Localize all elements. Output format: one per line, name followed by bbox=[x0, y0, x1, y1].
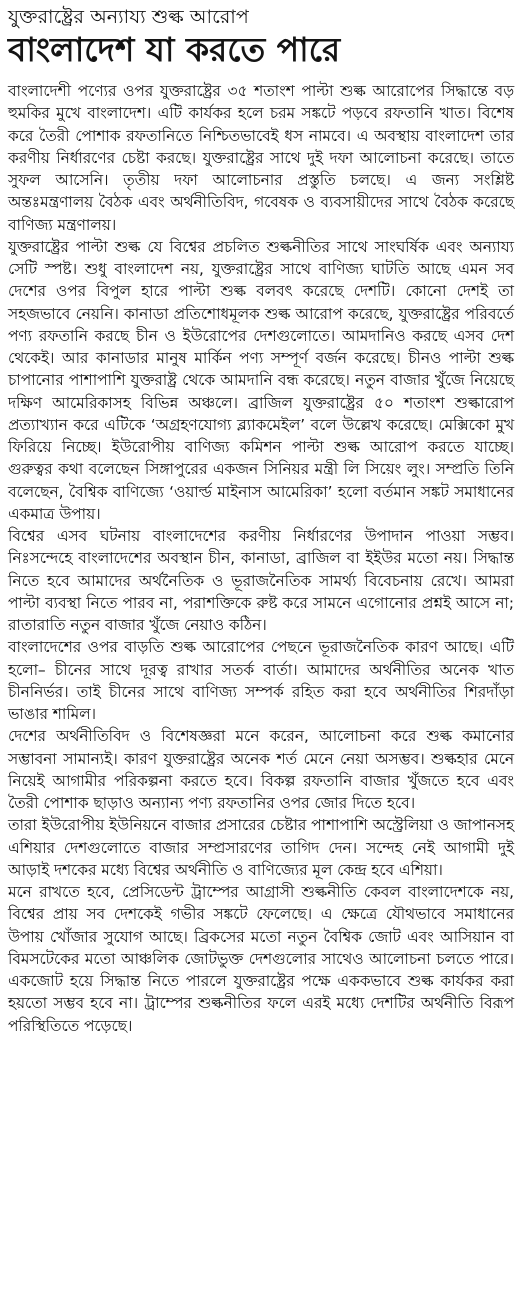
article-body bbox=[8, 80, 514, 1037]
article-paragraph: যুক্তরাষ্ট্রের পাল্টা শুল্ক যে বিশ্বের প্রচলিত শুল্কনীতির সাথে সাংঘর্ষিক এবং অন্যায্য সেটি স্পষ্ট। শুধু বাংলাদেশ নয়, যুক্তরাষ্ট্রের সাথে বাণিজ্য ঘাটতি আছে এমন সব দেশের ওপর বিপুল হারে পাল্টা শুল্ক বলবৎ করেছে দেশটি। কোনো দেশই তা সহজভাবে নেয়নি। কানাডা প্রতিশোধমূলক শুল্ক আরোপ করেছে, যুক্তরাষ্ট্রের পরিবর্তে পণ্য রফতানি করছে চীন ও ইউরোপের দেশগুলোতে। আমদানিও করছে এসব দেশ থেকেই। আর কানাডার মানুষ মার্কিন পণ্য সম্পূর্ণ বর্জন করেছে। চীনও পাল্টা শুল্ক চাপানোর পাশাপাশি যুক্তরাষ্ট্র থেকে আমদানি বন্ধ করেছে। নতুন বাজার খুঁজে নিয়েছে দক্ষিণ আমেরিকাসহ বিভিন্ন অঞ্চলে। ব্রাজিল যুক্তরাষ্ট্রের ৫০ শতাংশ শুল্কারোপ প্রত্যাখ্যান করে এটিকে ‘অগ্রহণযোগ্য ব্ল্যাকমেইল’ বলে উল্লেখ করেছে। মেক্সিকো মুখ ফিরিয়ে নিচ্ছে। ইউরোপীয় বাণিজ্য কমিশন পাল্টা শুল্ক আরোপ করতে যাচ্ছে। গুরুত্বর কথা বলেছেন সিঙ্গাপুরের একজন সিনিয়র মন্ত্রী লি সিয়েং লুং। সম্প্রতি তিনি বলেছেন, বৈশ্বিক বাণিজ্যে ‘ওয়ার্ল্ড মাইনাস আমেরিকা’ হলো বর্তমান সঙ্কট সমাধানের একমাত্র উপায়। bbox=[8, 237, 514, 523]
article-headline: বাংলাদেশ যা করতে পারে bbox=[8, 30, 341, 69]
article-paragraph: দেশের অর্থনীতিবিদ ও বিশেষজ্ঞরা মনে করেন, আলোচনা করে শুল্ক কমানোর সম্ভাবনা সামান্যই। কারণ যুক্তরাষ্ট্রের অনেক শর্ত মেনে নেয়া অসম্ভব। শুল্কহার মেনে নিয়েই আগামীর পরিকল্পনা করতে হবে। বিকল্প রফতানি বাজার খুঁজতে হবে এবং তৈরী পোশাক ছাড়াও অন্যান্য পণ্য রফতানির ওপর জোর দিতে হবে। bbox=[8, 727, 514, 812]
article-paragraph: তারা ইউরোপীয় ইউনিয়নে বাজার প্রসারের চেষ্টার পাশাপাশি অস্ট্রেলিয়া ও জাপানসহ এশিয়ার দেশগুলোতে বাজার সম্প্রসারণের তাগিদ দেন। সন্দেহ নেই আগামী দুই আড়াই দশকের মধ্যে বিশ্বের অর্থনীতি ও বাণিজ্যের মূল কেন্দ্র হবে এশিয়া। bbox=[8, 816, 514, 879]
article-paragraph: বাংলাদেশী পণ্যের ওপর যুক্তরাষ্ট্রের ৩৫ শতাংশ পাল্টা শুল্ক আরোপের সিদ্ধান্তে বড় হুমকির মুখে বাংলাদেশ। এটি কার্যকর হলে চরম সঙ্কটে পড়বে রফতানি খাত। বিশেষ করে তৈরী পোশাক রফতানিতে নিশ্চিতভাবেই ধস নামবে। এ অবস্থায় বাংলাদেশ তার করণীয় নির্ধারণের চেষ্টা করছে। যুক্তরাষ্ট্রের সাথে দুই দফা আলোচনা করেছে। তাতে সুফল আসেনি। তৃতীয় দফা আলোচনার প্রস্তুতি চলছে। এ জন্য সংশ্লিষ্ট অন্তঃমন্ত্রণালয় বৈঠক এবং অর্থনীতিবিদ, গবেষক ও ব্যবসায়ীদের সাথে বৈঠক করেছে বাণিজ্য মন্ত্রণালয়। bbox=[8, 82, 514, 234]
article-kicker: যুক্তরাষ্ট্রের অন্যায্য শুল্ক আরোপ bbox=[8, 6, 249, 28]
article-paragraph: বিশ্বের এসব ঘটনায় বাংলাদেশের করণীয় নির্ধারণের উপাদান পাওয়া সম্ভব। নিঃসন্দেহে বাংলাদেশের অবস্থান চীন, কানাডা, ব্রাজিল বা ইইউর মতো নয়। সিদ্ধান্ত নিতে হবে আমাদের অর্থনৈতিক ও ভূরাজনৈতিক সামর্থ্য বিবেচনায় রেখে। আমরা পাল্টা ব্যবস্থা নিতে পারব না, পরাশক্তিকে রুষ্ট করে সামনে এগোনোর প্রশ্নই আসে না; রাতারাতি নতুন বাজার খুঁজে নেয়াও কঠিন। bbox=[8, 527, 514, 634]
article-paragraph: বাংলাদেশের ওপর বাড়তি শুল্ক আরোপের পেছনে ভূরাজনৈতিক কারণ আছে। এটি হলো– চীনের সাথে দূরত্ব রাখার সতর্ক বার্তা। আমাদের অর্থনীতির অনেক খাত চীননির্ভর। তাই চীনের সাথে বাণিজ্য সম্পর্ক রহিত করা হবে অর্থনীতির শিরদাঁড়া ভাঙার শামিল। bbox=[8, 638, 514, 723]
article-paragraph: মনে রাখতে হবে, প্রেসিডেন্ট ট্রাম্পের আগ্রাসী শুল্কনীতি কেবল বাংলাদেশকে নয়, বিশ্বের প্রায় সব দেশকেই গভীর সঙ্কটে ফেলেছে। এ ক্ষেত্রে যৌথভাবে সমাধানের উপায় খোঁজার সুযোগ আছে। ব্রিকসের মতো নতুন বৈশ্বিক জোট এবং আসিয়ান বা বিমসটেকের মতো আঞ্চলিক জোটভুক্ত দেশগুলোর সাথেও আলোচনা চলতে পারে। একজোট হয়ে সিদ্ধান্ত নিতে পারলে যুক্তরাষ্ট্রের পক্ষে এককভাবে শুল্ক কার্যকর করা হয়তো সম্ভব হবে না। ট্রাম্পের শুল্কনীতির ফলে এরই মধ্যে দেশটির অর্থনীতি বিরূপ পরিস্থিতিতে পড়েছে। bbox=[8, 883, 514, 1035]
